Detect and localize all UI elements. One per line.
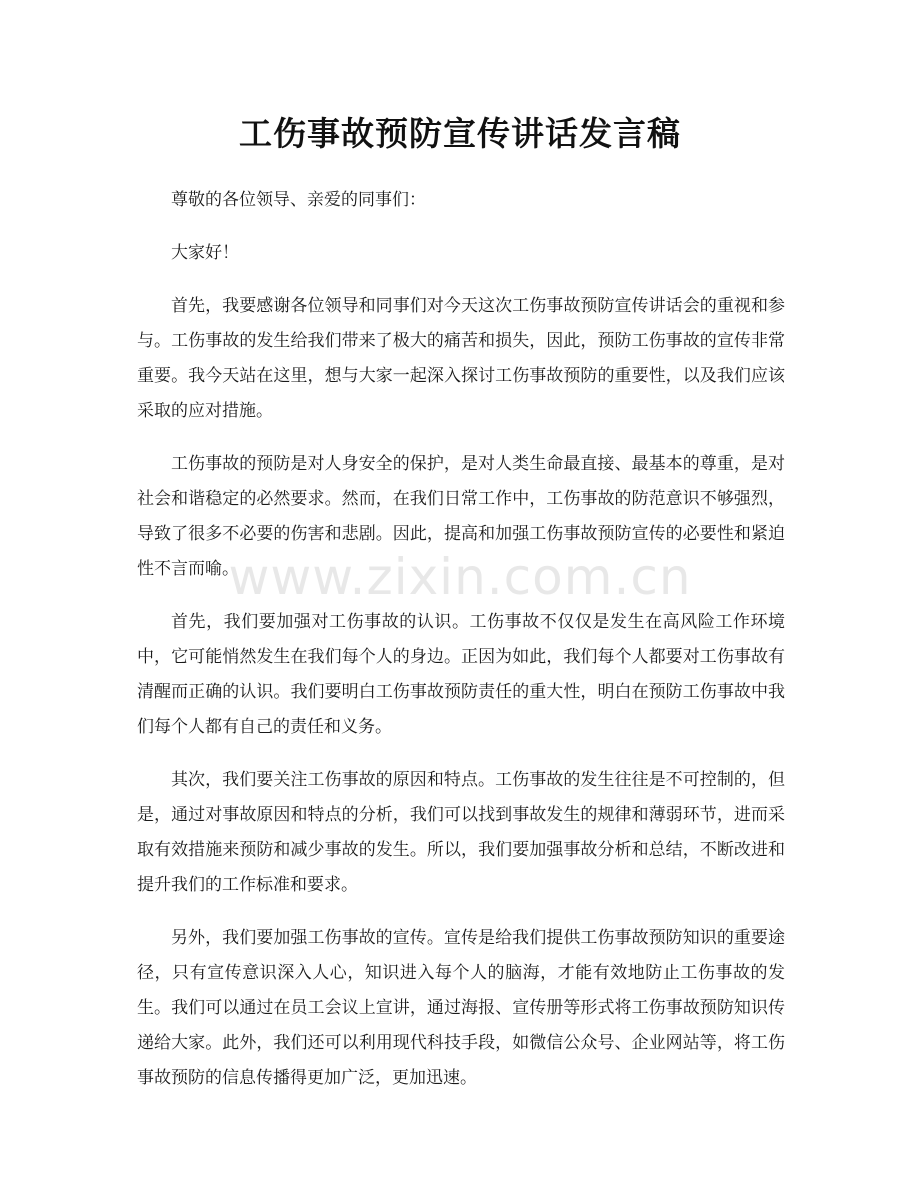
paragraph-5: 另外，我们要加强工伤事故的宣传。宣传是给我们提供工伤事故预防知识的重要途径，只有宣传意识深入人心，知识进入每个人的脑海，才能有效地防止工伤事故的发生。我们可以通过在员工会议上宣讲，通过海报、宣传册等形式将工伤事故预防知识传递给大家。此外，我们还可以利用现代科技手段，如微信公众号、企业网站等，将工伤事故预防的信息传播得更加广泛，更加迅速。 [137, 928, 785, 1088]
salutation: 尊敬的各位领导、亲爱的同事们： [171, 190, 426, 210]
paragraph-4: 其次，我们要关注工伤事故的原因和特点。工伤事故的发生往往是不可控制的，但是，通过对事故原因和特点的分析，我们可以找到事故发生的规律和薄弱环节，进而采取有效措施来预防和减少事故的发生。所以，我们要加强事故分析和总结，不断改进和提升我们的工作标准和要求。 [137, 770, 785, 895]
watermark: www.zixin.com.cn [228, 548, 692, 606]
greeting: 大家好！ [171, 243, 239, 263]
paragraph-1: 首先，我要感谢各位领导和同事们对今天这次工伤事故预防宣传讲话会的重视和参与。工伤事故的发生给我们带来了极大的痛苦和损失，因此，预防工伤事故的宣传非常重要。我今天站在这里，想与大家一起深入探讨工伤事故预防的重要性，以及我们应该采取的应对措施。 [137, 296, 785, 421]
document-body [137, 183, 785, 1114]
paragraph-3: 首先，我们要加强对工伤事故的认识。工伤事故不仅仅是发生在高风险工作环境中，它可能悄然发生在我们每个人的身边。正因为如此，我们每个人都要对工伤事故有清醒而正确的认识。我们要明白工伤事故预防责任的重大性，明白在预防工伤事故中我们每个人都有自己的责任和义务。 [137, 612, 785, 737]
paragraph-2: 工伤事故的预防是对人身安全的保护，是对人类生命最直接、最基本的尊重，是对社会和谐稳定的必然要求。然而，在我们日常工作中，工伤事故的防范意识不够强烈，导致了很多不必要的伤害和悲剧。因此，提高和加强工伤事故预防宣传的必要性和紧迫性不言而喻。 [137, 454, 785, 579]
document-title: 工伤事故预防宣传讲话发言稿 [239, 114, 681, 153]
